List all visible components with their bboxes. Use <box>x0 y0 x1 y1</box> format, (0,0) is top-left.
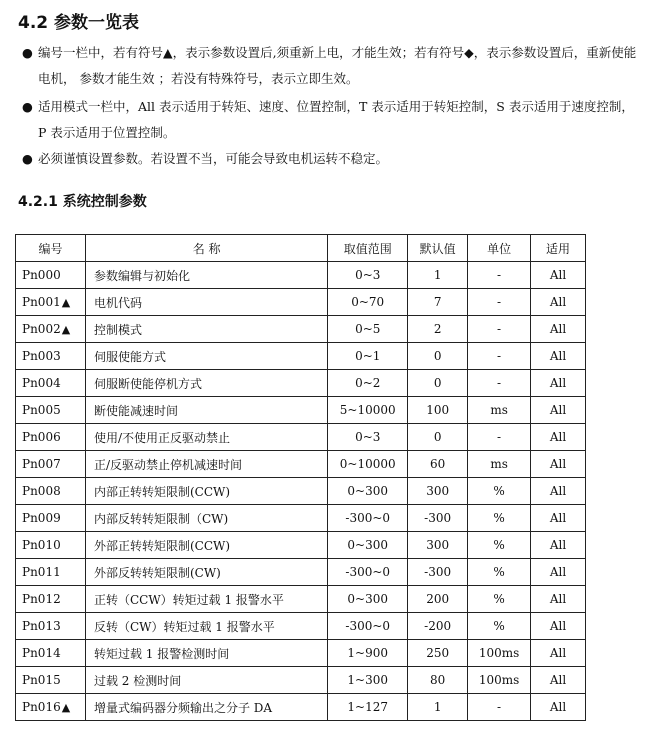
note-text: 必须谨慎设置参数。若设置不当，可能会导致电机运转不稳定。 <box>38 151 389 166</box>
table-row <box>16 532 586 559</box>
param-code: Pn002 <box>22 322 61 336</box>
param-code-cell <box>16 694 86 721</box>
param-unit: - <box>468 343 531 370</box>
param-unit: % <box>468 505 531 532</box>
table-row <box>16 370 586 397</box>
param-name: 增量式编码器分频输出之分子 DA <box>85 694 327 721</box>
table-row <box>16 559 586 586</box>
table-row <box>16 586 586 613</box>
param-default: 0 <box>408 424 468 451</box>
param-range: 0~1 <box>328 343 408 370</box>
table-row <box>16 397 586 424</box>
param-code: Pn004 <box>22 376 61 390</box>
param-apply: All <box>531 397 586 424</box>
param-code-cell <box>16 316 86 343</box>
table-row <box>16 343 586 370</box>
table-row <box>16 478 586 505</box>
param-range: 0~300 <box>328 478 408 505</box>
bullet-icon: ● <box>22 45 33 60</box>
param-unit: % <box>468 559 531 586</box>
param-name: 内部反转转矩限制（CW) <box>85 505 327 532</box>
param-name: 伺服断使能停机方式 <box>85 370 327 397</box>
param-apply: All <box>531 559 586 586</box>
param-code: Pn000 <box>22 268 61 282</box>
table-row <box>16 667 586 694</box>
param-default: 100 <box>408 397 468 424</box>
param-code-cell <box>16 505 86 532</box>
param-name: 伺服使能方式 <box>85 343 327 370</box>
table-row <box>16 451 586 478</box>
param-name: 转矩过载 1 报警检测时间 <box>85 640 327 667</box>
param-range: 0~300 <box>328 532 408 559</box>
param-unit: 100ms <box>468 667 531 694</box>
param-code: Pn009 <box>22 511 61 525</box>
param-code-cell <box>16 478 86 505</box>
param-code-cell <box>16 370 86 397</box>
note-3 <box>22 146 642 172</box>
section-title: 4.2 参数一览表 <box>18 13 140 33</box>
param-default: 2 <box>408 316 468 343</box>
bullet-icon: ● <box>22 99 33 114</box>
param-default: 300 <box>408 478 468 505</box>
table-row <box>16 316 586 343</box>
param-name: 正/反驱动禁止停机减速时间 <box>85 451 327 478</box>
param-default: 200 <box>408 586 468 613</box>
param-range: 0~70 <box>328 289 408 316</box>
param-code: Pn012 <box>22 592 61 606</box>
table-header-row <box>16 235 586 262</box>
param-name: 外部反转转矩限制(CW) <box>85 559 327 586</box>
parameter-table <box>15 234 586 721</box>
param-range: 0~3 <box>328 424 408 451</box>
param-code: Pn016 <box>22 700 61 714</box>
param-range: 5~10000 <box>328 397 408 424</box>
header-code: 编号 <box>16 235 86 262</box>
param-apply: All <box>531 451 586 478</box>
param-code-cell <box>16 613 86 640</box>
param-apply: All <box>531 289 586 316</box>
param-code-cell <box>16 424 86 451</box>
param-unit: ms <box>468 397 531 424</box>
table-row <box>16 694 586 721</box>
param-code-cell <box>16 262 86 289</box>
table-row <box>16 505 586 532</box>
param-unit: ms <box>468 451 531 478</box>
note-text: 适用模式一栏中，All 表示适用于转矩、速度、位置控制，T 表示适用于转矩控制，S 表示适用于速度控制，P 表示适用于位置控制。 <box>38 99 634 140</box>
bullet-icon: ● <box>22 151 33 166</box>
param-code-cell <box>16 451 86 478</box>
param-code: Pn006 <box>22 430 61 444</box>
param-code-cell <box>16 343 86 370</box>
param-apply: All <box>531 586 586 613</box>
param-range: 0~300 <box>328 586 408 613</box>
param-default: -200 <box>408 613 468 640</box>
param-range: 0~2 <box>328 370 408 397</box>
param-name: 外部正转转矩限制(CCW) <box>85 532 327 559</box>
param-apply: All <box>531 478 586 505</box>
note-text: 编号一栏中，若有符号▲，表示参数设置后,须重新上电，才能生效；若有符号◆，表示参数设置后，重新使能电机， 参数才能生效 ；若没有特殊符号，表示立即生效。 <box>38 45 637 86</box>
param-code: Pn005 <box>22 403 61 417</box>
param-name: 内部正转转矩限制(CCW) <box>85 478 327 505</box>
param-name: 控制模式 <box>85 316 327 343</box>
param-range: 1~127 <box>328 694 408 721</box>
note-2 <box>22 94 642 146</box>
param-apply: All <box>531 532 586 559</box>
param-code: Pn014 <box>22 646 61 660</box>
param-code: Pn003 <box>22 349 61 363</box>
header-apply: 适用 <box>531 235 586 262</box>
param-name: 过载 2 检测时间 <box>85 667 327 694</box>
param-range: -300~0 <box>328 505 408 532</box>
param-code-cell <box>16 586 86 613</box>
header-unit: 单位 <box>468 235 531 262</box>
param-apply: All <box>531 613 586 640</box>
param-default: 300 <box>408 532 468 559</box>
param-unit: % <box>468 478 531 505</box>
param-unit: % <box>468 532 531 559</box>
param-code: Pn010 <box>22 538 61 552</box>
param-default: 1 <box>408 262 468 289</box>
header-default: 默认值 <box>408 235 468 262</box>
param-apply: All <box>531 505 586 532</box>
param-code: Pn007 <box>22 457 61 471</box>
param-name: 使用/不使用正反驱动禁止 <box>85 424 327 451</box>
param-apply: All <box>531 667 586 694</box>
table-row <box>16 262 586 289</box>
param-unit: - <box>468 370 531 397</box>
param-range: -300~0 <box>328 613 408 640</box>
param-unit: % <box>468 613 531 640</box>
param-code-cell <box>16 667 86 694</box>
param-name: 断使能减速时间 <box>85 397 327 424</box>
param-code-cell <box>16 397 86 424</box>
param-apply: All <box>531 694 586 721</box>
param-code-cell <box>16 559 86 586</box>
power-cycle-mark-icon: ▲ <box>61 701 71 714</box>
param-range: 0~3 <box>328 262 408 289</box>
param-code: Pn015 <box>22 673 61 687</box>
param-range: -300~0 <box>328 559 408 586</box>
param-apply: All <box>531 370 586 397</box>
note-1 <box>22 40 642 92</box>
param-range: 1~900 <box>328 640 408 667</box>
param-unit: 100ms <box>468 640 531 667</box>
table-row <box>16 640 586 667</box>
param-code-cell <box>16 532 86 559</box>
param-unit: - <box>468 694 531 721</box>
header-range: 取值范围 <box>328 235 408 262</box>
param-apply: All <box>531 316 586 343</box>
param-default: 60 <box>408 451 468 478</box>
param-default: 80 <box>408 667 468 694</box>
param-code-cell <box>16 640 86 667</box>
param-default: -300 <box>408 505 468 532</box>
subsection-title: 4.2.1 系统控制参数 <box>18 194 147 210</box>
param-name: 正转（CCW）转矩过载 1 报警水平 <box>85 586 327 613</box>
param-code: Pn001 <box>22 295 61 309</box>
param-code: Pn011 <box>22 565 61 579</box>
param-apply: All <box>531 424 586 451</box>
param-apply: All <box>531 343 586 370</box>
param-default: 1 <box>408 694 468 721</box>
param-unit: - <box>468 289 531 316</box>
param-unit: - <box>468 316 531 343</box>
header-name: 名 称 <box>85 235 327 262</box>
param-range: 0~5 <box>328 316 408 343</box>
param-default: 7 <box>408 289 468 316</box>
param-code: Pn008 <box>22 484 61 498</box>
param-apply: All <box>531 262 586 289</box>
param-name: 反转（CW）转矩过载 1 报警水平 <box>85 613 327 640</box>
param-unit: % <box>468 586 531 613</box>
table-row <box>16 424 586 451</box>
param-range: 0~10000 <box>328 451 408 478</box>
power-cycle-mark-icon: ▲ <box>61 323 71 336</box>
param-default: 250 <box>408 640 468 667</box>
param-name: 参数编辑与初始化 <box>85 262 327 289</box>
param-code: Pn013 <box>22 619 61 633</box>
param-default: -300 <box>408 559 468 586</box>
param-code-cell <box>16 289 86 316</box>
param-apply: All <box>531 640 586 667</box>
power-cycle-mark-icon: ▲ <box>61 296 71 309</box>
param-name: 电机代码 <box>85 289 327 316</box>
param-range: 1~300 <box>328 667 408 694</box>
param-default: 0 <box>408 370 468 397</box>
table-row <box>16 613 586 640</box>
table-row <box>16 289 586 316</box>
param-unit: - <box>468 262 531 289</box>
param-default: 0 <box>408 343 468 370</box>
param-unit: - <box>468 424 531 451</box>
